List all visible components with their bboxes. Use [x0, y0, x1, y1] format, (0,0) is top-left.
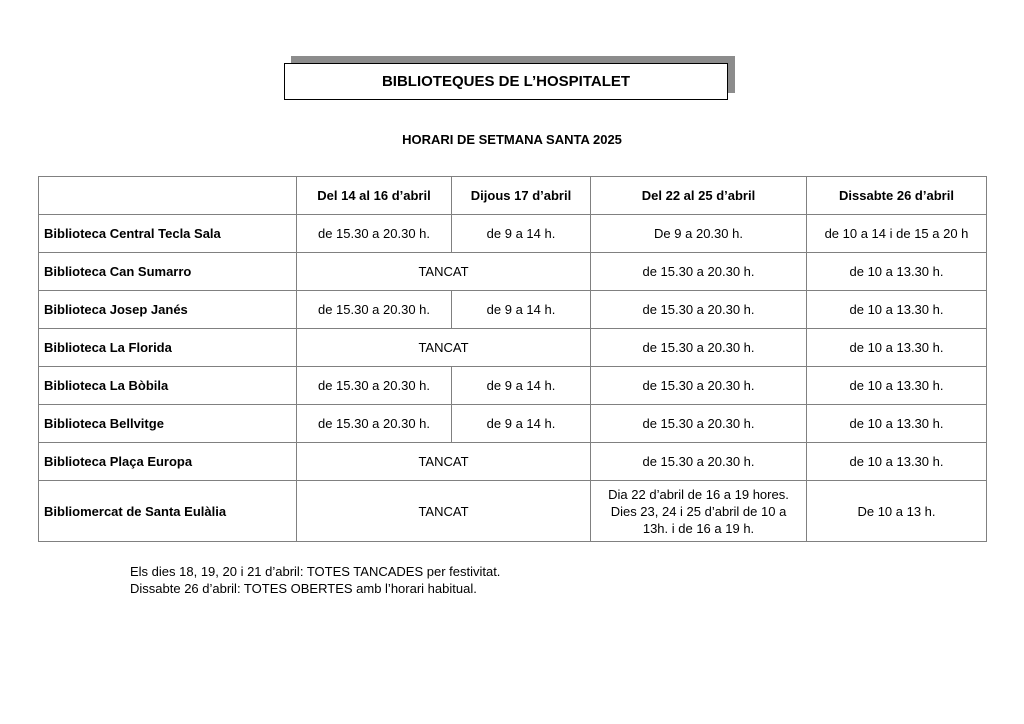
closed-label: TANCAT: [297, 253, 591, 291]
hours-22-25: de 15.30 a 20.30 h.: [591, 253, 807, 291]
hours-22-25: De 9 a 20.30 h.: [591, 215, 807, 253]
hours-17: de 9 a 14 h.: [452, 405, 591, 443]
hours-22-25: de 15.30 a 20.30 h.: [591, 291, 807, 329]
hours-14-16: de 15.30 a 20.30 h.: [297, 291, 452, 329]
library-name: Bibliomercat de Santa Eulàlia: [39, 481, 297, 542]
page-title: BIBLIOTEQUES DE L’HOSPITALET: [284, 63, 728, 100]
hours-17: de 9 a 14 h.: [452, 367, 591, 405]
closed-label: TANCAT: [297, 443, 591, 481]
footnotes: [130, 563, 500, 597]
library-name: Biblioteca Josep Janés: [39, 291, 297, 329]
hours-14-16: de 15.30 a 20.30 h.: [297, 215, 452, 253]
hours-26: de 10 a 13.30 h.: [807, 329, 987, 367]
library-name: Biblioteca Plaça Europa: [39, 443, 297, 481]
header-26-april: Dissabte 26 d’abril: [807, 177, 987, 215]
header-22-25-april: Del 22 al 25 d’abril: [591, 177, 807, 215]
footnote: Dissabte 26 d’abril: TOTES OBERTES amb l’horari habitual.: [130, 581, 477, 596]
hours-17: de 9 a 14 h.: [452, 291, 591, 329]
table-row: [39, 291, 987, 329]
hours-26: de 10 a 13.30 h.: [807, 443, 987, 481]
hours-22-25: de 15.30 a 20.30 h.: [591, 329, 807, 367]
hours-14-16: de 15.30 a 20.30 h.: [297, 405, 452, 443]
hours-14-16: de 15.30 a 20.30 h.: [297, 367, 452, 405]
closed-label: TANCAT: [297, 481, 591, 542]
library-name: Biblioteca La Florida: [39, 329, 297, 367]
hours-26: De 10 a 13 h.: [807, 481, 987, 542]
footnote: Els dies 18, 19, 20 i 21 d’abril: TOTES TANCADES per festivitat.: [130, 564, 501, 579]
header-library: [39, 177, 297, 215]
table-header-row: [39, 177, 987, 215]
library-name: Biblioteca Central Tecla Sala: [39, 215, 297, 253]
hours-22-25: de 15.30 a 20.30 h.: [591, 405, 807, 443]
table-row: [39, 253, 987, 291]
table-row: [39, 367, 987, 405]
table-row: [39, 443, 987, 481]
hours-26: de 10 a 14 i de 15 a 20 h: [807, 215, 987, 253]
page-subtitle: HORARI DE SETMANA SANTA 2025: [402, 132, 622, 147]
library-name: Biblioteca Can Sumarro: [39, 253, 297, 291]
header-14-16-april: Del 14 al 16 d’abril: [297, 177, 452, 215]
hours-line: Dia 22 d’abril de 16 a 19 hores.: [608, 486, 789, 502]
title-block: [284, 63, 728, 100]
hours-26: de 10 a 13.30 h.: [807, 367, 987, 405]
hours-26: de 10 a 13.30 h.: [807, 253, 987, 291]
hours-26: de 10 a 13.30 h.: [807, 405, 987, 443]
table-row: [39, 481, 987, 542]
table-row: [39, 215, 987, 253]
hours-22-25: de 15.30 a 20.30 h.: [591, 443, 807, 481]
table-row: [39, 329, 987, 367]
hours-22-25: de 15.30 a 20.30 h.: [591, 367, 807, 405]
hours-17: de 9 a 14 h.: [452, 215, 591, 253]
hours-line: Dies 23, 24 i 25 d’abril de 10 a: [610, 503, 787, 519]
closed-label: TANCAT: [297, 329, 591, 367]
hours-line: 13h. i de 16 a 19 h.: [642, 520, 755, 536]
library-name: Biblioteca Bellvitge: [39, 405, 297, 443]
hours-26: de 10 a 13.30 h.: [807, 291, 987, 329]
header-17-april: Dijous 17 d’abril: [452, 177, 591, 215]
schedule-table: [38, 176, 987, 542]
hours-22-25: [591, 481, 807, 542]
table-row: [39, 405, 987, 443]
library-name: Biblioteca La Bòbila: [39, 367, 297, 405]
